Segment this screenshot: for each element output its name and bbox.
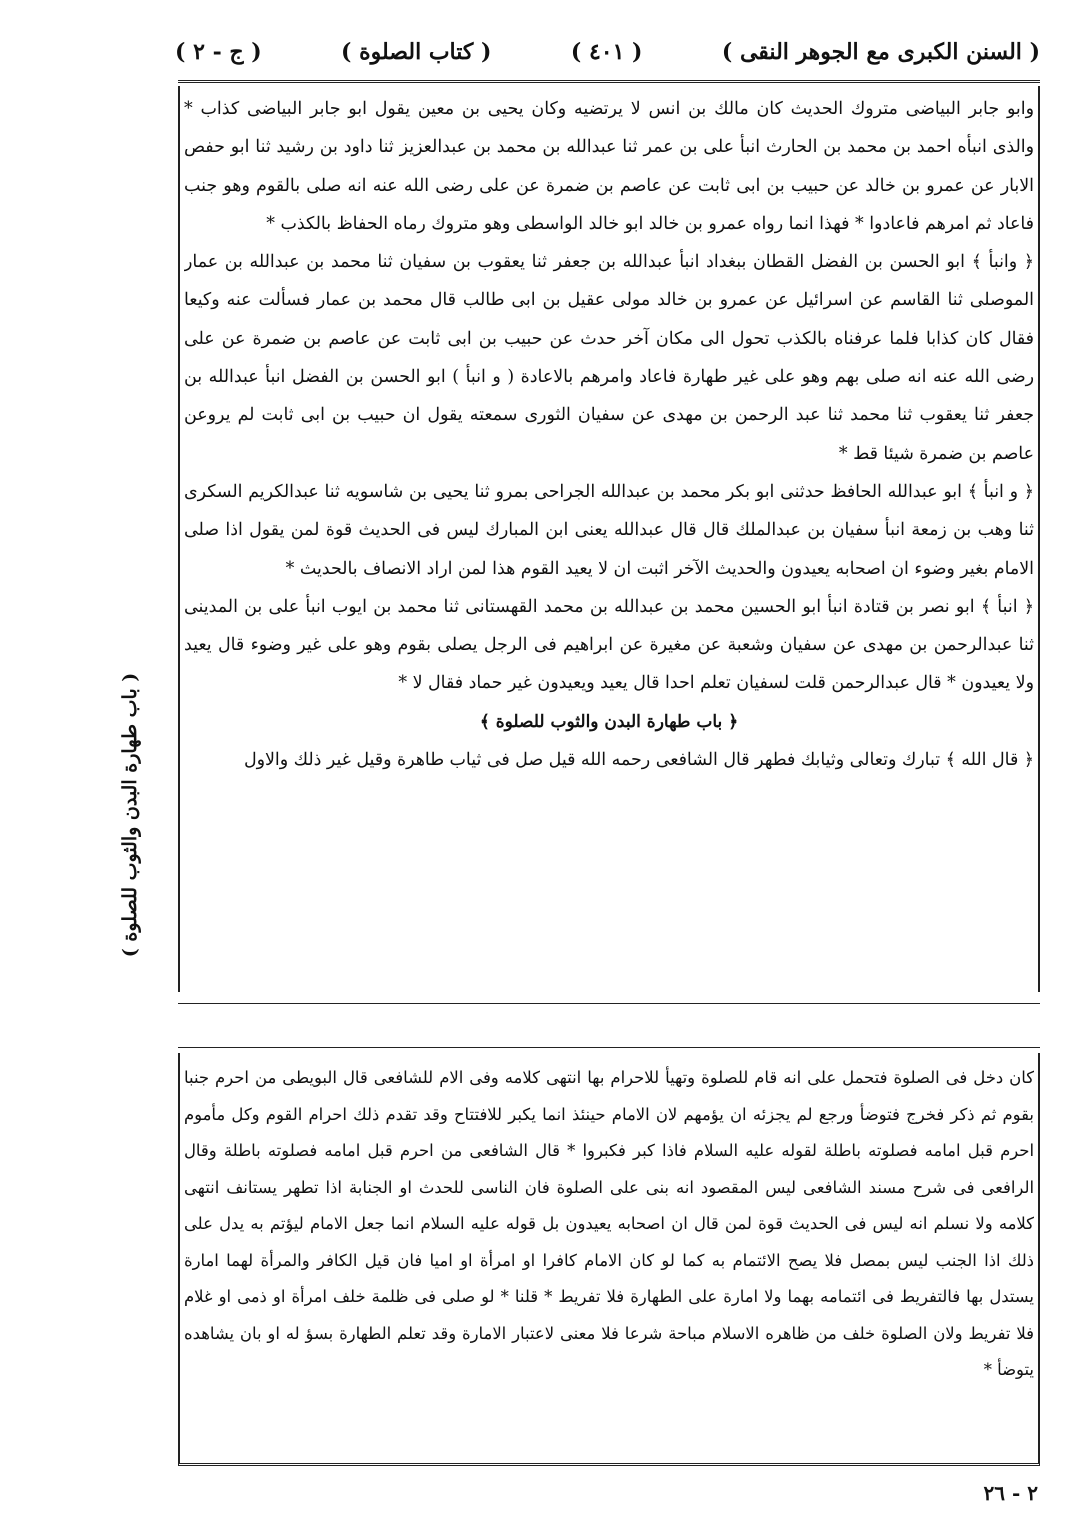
chapter-heading: ﴿ باب طهارة البدن والثوب للصلوة ﴾ [479, 711, 739, 732]
paragraph: ﴿ وانبأ ﴾ ابو الحسن بن الفضل القطان ببغداد انبأ عبدالله بن جعفر ثنا يعقوب بن سفيان ثنا محمد بن عبدالله بن عمار الموصلى ثنا القاسم عن اسرائيل عن عمرو بن خالد مولى عقيل بن ابى طالب قال محمد بن عمار فسألت عنه وكيعا فقال كان كذابا فلما عرفناه بالكذب تحول الى مكان آخر حدث عن حبيب بن ابى ثابت عن عاصم بن ضمرة عن على رضى الله عنه انه صلى بهم وهو على غير طهارة فاعاد وامرهم بالاعادة ( و انبأ ) ابو الحسن بن الفضل انبأ عبدالله بن جعفر ثنا يعقوب ثنا محمد ثنا عبد الرحمن بن مهدى عن سفيان الثورى سمعته يقول ان حبيب بن ابى ثابت لم يروعن عاصم بن ضمرة شيئا قط * [184, 252, 1034, 464]
header-rule [178, 80, 1040, 83]
footnote-paragraph: كان دخل فى الصلوة فتحمل على انه قام للصلوة وتهيأ للاحرام بها انتهى كلامه وفى الام للشافعى قال البويطى من احرم جنبا بقوم ثم ذكر فخرج فتوضأ ورجع لم يجزئه ان يؤمهم لان الامام حينئذ انما يكبر للافتتاح وقد تقدم ذلك احرام القوم وكل مأموم احرم قبل امامه فصلوته باطلة لقوله عليه السلام فاذا كبر فكبروا * قال الشافعى من احرم قبل امامه فصلوته باطلة وقال الرافعى فى شرح مسند الشافعى ليس المقصود انه بنى على الصلوة فان الناسى للحدث او الجنابة اذا تطهر يستانف انتهى كلامه ولا نسلم انه ليس فى الحديث قوة لمن قال ان اصحابه يعيدون بل قوله عليه السلام انما جعل الامام ليؤتم به يدل على ذلك اذا الجنب ليس بمصل فلا يصح الائتمام به كما لو كان الامام كافرا او امرأة او اميا فان قيل الكافر والمرأة لهما امارة يستدل بها فالتفريط فى ائتمامه بهما ولا امارة على الطهارة فلا تفريط * قلنا * لو صلى فى ظلمة خلف امرأة او ذمى او غلام فلا تفريط ولان الصلوة خلف من ظاهره الاسلام مباحة شرعا فلا معنى لاعتبار الامارة وقد تعلم الطهارة بسؤ له او بان يشاهده يتوضأ * [184, 1068, 1034, 1379]
page-signature: ٢ - ٢٦ [983, 1481, 1038, 1505]
side-chapter-title [100, 660, 160, 970]
main-text [184, 90, 1034, 985]
page-number: ( ٤٠١ ) [570, 39, 643, 65]
volume-number: ( ج - ٢ ) [175, 39, 262, 65]
book-title: ( السنن الكبرى مع الجوهر النقى ) [721, 39, 1040, 65]
running-header [175, 30, 1040, 74]
paragraph: ﴿ و انبأ ﴾ ابو عبدالله الحافظ حدثنى ابو بكر محمد بن عبدالله الجراحى بمرو ثنا يحيى بن شاسويه ثنا عبدالكريم السكرى ثنا وهب بن زمعة انبأ سفيان بن عبدالملك قال قال عبدالله يعنى ابن المبارك ليس فى الحديث قوة لمن يقول اذا صلى الامام بغير وضوء ان اصحابه يعيدون والحديث الآخر اثبت ان لا يعيد القوم هذا لمن اراد الانصاف بالحديث * [184, 481, 1034, 579]
paragraph: وابو جابر البياضى متروك الحديث كان مالك بن انس لا يرتضيه وكان يحيى بن معين يقول ابو جابر البياضى كذاب * والذى انبأه احمد بن محمد بن الحارث انبأ على بن عمر ثنا عبدالله بن محمد بن عبدالعزيز ثنا داود بن رشيد ثنا ابو حفص الابار عن عمرو بن خالد عن حبيب بن ابى ثابت عن عاصم بن ضمرة عن على رضى الله عنه انه صلى بالقوم وهو جنب فاعاد ثم امرهم فاعادوا * فهذا انما رواه عمرو بن خالد ابو خالد الواسطى وهو متروك رماه الحفاظ بالكذب * [184, 99, 1034, 234]
chapter-name: ( كتاب الصلوة ) [341, 39, 492, 65]
separator-line [178, 1047, 1040, 1048]
footnote-text [184, 1060, 1034, 1460]
paragraph: ﴿ قال الله ﴾ تبارك وتعالى وثيابك فطهر قال الشافعى رحمه الله قيل صل فى ثياب طاهرة وقيل غير ذلك والاول [243, 750, 1034, 771]
separator-line [178, 1003, 1040, 1004]
side-chapter-title-text: ( باب طهارة البدن والثوب للصلوة ) [119, 672, 142, 958]
paragraph: ﴿ انبأ ﴾ ابو نصر بن قتادة انبأ ابو الحسين محمد بن عبدالله بن محمد القهستانى ثنا محمد بن ايوب انبأ على بن المدينى ثنا عبدالرحمن بن مهدى عن سفيان وشعبة عن مغيرة عن ابراهيم فى الرجل يصلى بقوم وهو على غير وضوء قال يعيد ولا يعيدون * قال عبدالرحمن قلت لسفيان تعلم احدا قال يعيد ويعيدون غير حماد فقال لا * [184, 596, 1034, 694]
